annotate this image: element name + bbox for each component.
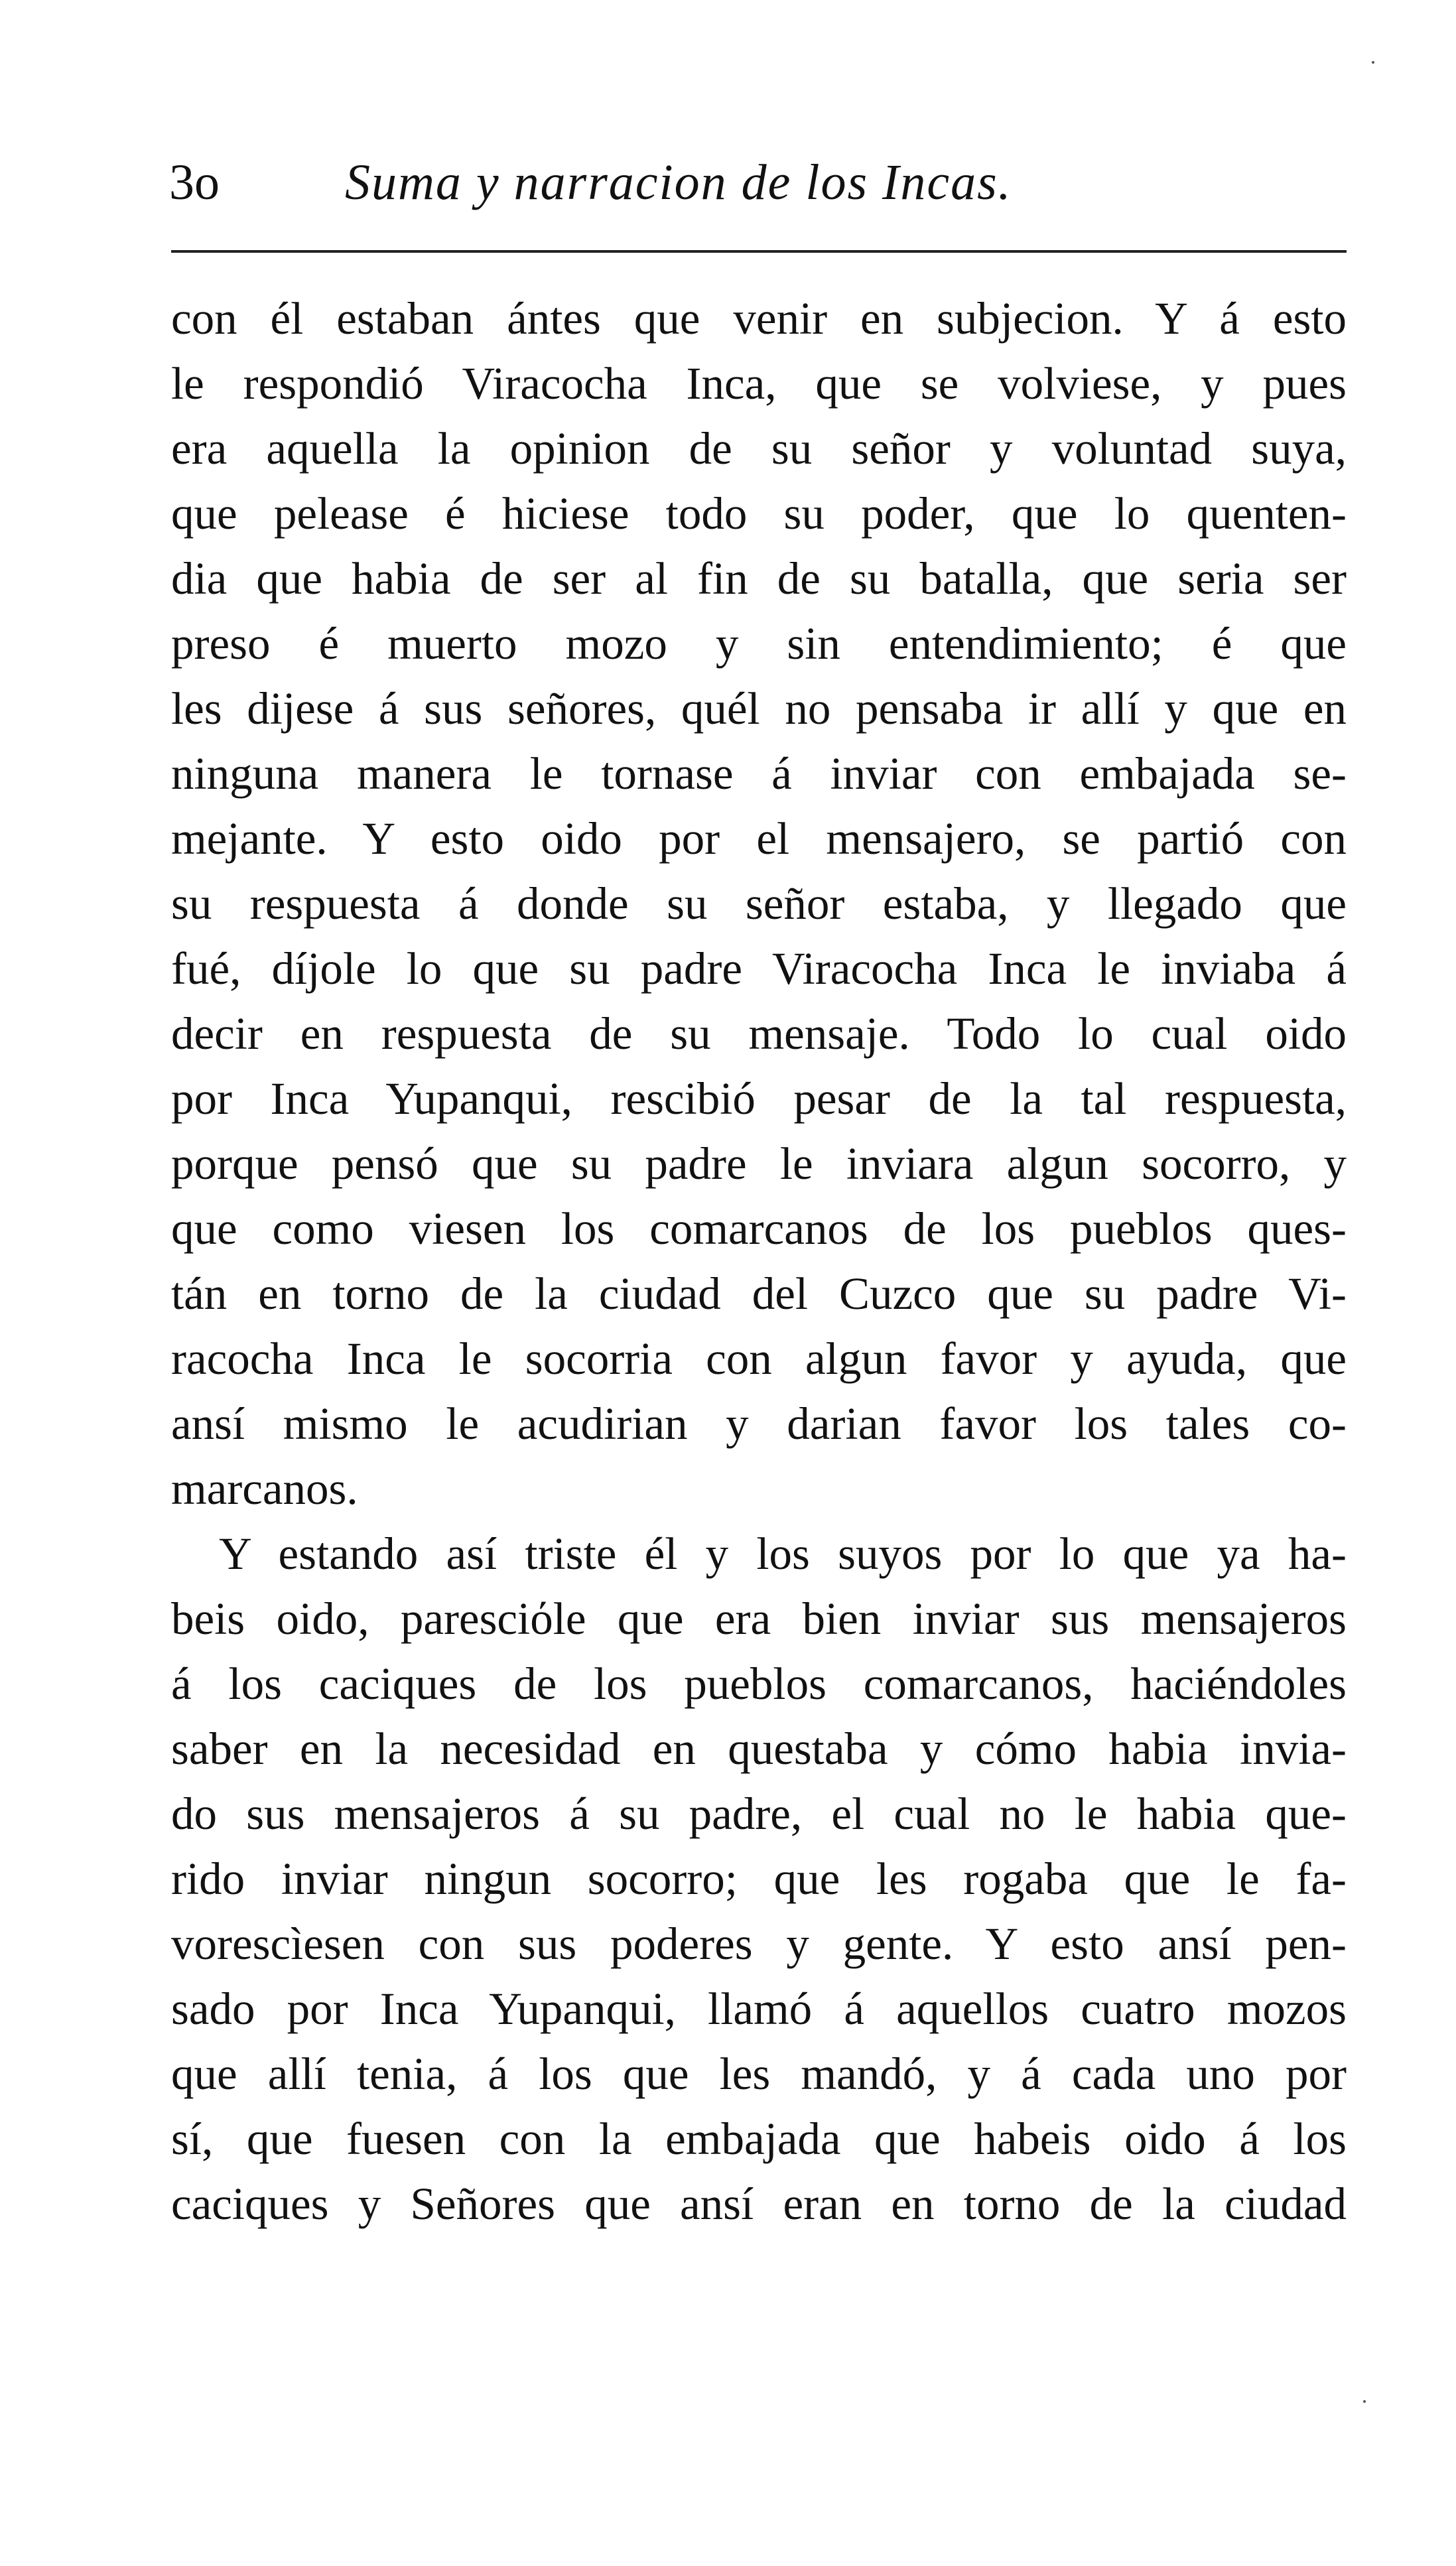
text-line: decir en respuesta de su mensaje. Todo lo cual oido <box>171 1008 1347 1059</box>
text-line: caciques y Señores que ansí eran en torno de la ciudad <box>171 2179 1347 2229</box>
text-line: que como viesen los comarcanos de los pueblos ques- <box>171 1203 1347 1254</box>
text-line: que allí tenia, á los que les mandó, y á cada uno por <box>171 2049 1347 2099</box>
text-line: preso é muerto mozo y sin entendimiento; é que <box>171 618 1347 669</box>
text-line: á los caciques de los pueblos comarcanos, haciéndoles <box>171 1658 1347 1709</box>
text-line: sí, que fuesen con la embajada que habeis oido á los <box>171 2114 1347 2164</box>
text-line: era aquella la opinion de su señor y voluntad suya, <box>171 423 1347 474</box>
text-line: su respuesta á donde su señor estaba, y llegado que <box>171 878 1347 929</box>
text-line: por Inca Yupanqui, rescibió pesar de la tal respuesta, <box>171 1073 1347 1124</box>
text-line: fué, díjole lo que su padre Viracocha Inca le inviaba á <box>171 943 1347 994</box>
text-line: que pelease é hiciese todo su poder, que lo quenten- <box>171 488 1347 539</box>
running-title: Suma y narracion de los Incas. <box>345 155 1012 210</box>
text-line: rido inviar ningun socorro; que les rogaba que le fa- <box>171 1854 1347 1904</box>
text-line: mejante. Y esto oido por el mensajero, se partió con <box>171 813 1347 864</box>
text-line: dia que habia de ser al fin de su batalla, que seria ser <box>171 553 1347 604</box>
text-line: marcanos. <box>171 1463 358 1514</box>
paper-speck <box>1363 2400 1366 2403</box>
text-line: ninguna manera le tornase á inviar con embajada se- <box>171 748 1347 799</box>
text-line: vorescìesen con sus poderes y gente. Y esto ansí pen- <box>171 1919 1347 1969</box>
text-line: racocha Inca le socorria con algun favor y ayuda, que <box>171 1333 1347 1384</box>
text-line: do sus mensajeros á su padre, el cual no le habia que- <box>171 1789 1347 1839</box>
paper-speck <box>1372 61 1374 64</box>
text-line: beis oido, paresciόle que era bien inviar sus mensajeros <box>171 1593 1347 1644</box>
text-line: porque pensó que su padre le inviara algun socorro, y <box>171 1138 1347 1189</box>
text-line: ansí mismo le acudirian y darian favor los tales co- <box>171 1398 1347 1449</box>
text-line: les dijese á sus señores, quél no pensaba ir allí y que en <box>171 683 1347 734</box>
text-line: con él estaban ántes que venir en subjecion. Y á esto <box>171 293 1347 344</box>
text-line: saber en la necesidad en questaba y cómo habia invia- <box>171 1723 1347 1774</box>
text-line: le respondió Viracocha Inca, que se volviese, y pues <box>171 358 1347 409</box>
text-line: Y estando así triste él y los suyos por lo que ya ha- <box>219 1528 1347 1579</box>
page-number: 3o <box>169 155 220 210</box>
text-line: sado por Inca Yupanqui, llamó á aquellos cuatro mozos <box>171 1984 1347 2034</box>
text-line: tán en torno de la ciudad del Cuzco que su padre Vi- <box>171 1268 1347 1319</box>
